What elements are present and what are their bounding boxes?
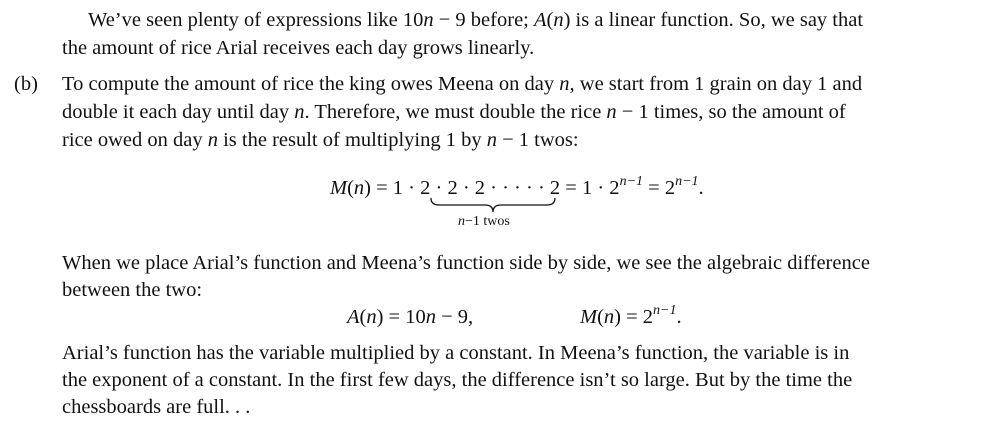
var-M: M bbox=[330, 177, 348, 199]
item-b-line-3 bbox=[62, 130, 579, 151]
equation-a bbox=[347, 307, 473, 328]
var-n: n bbox=[423, 9, 434, 31]
para-a-line-2: the amount of rice Arial receives each day grows linearly. bbox=[62, 37, 535, 59]
var-n: n bbox=[425, 306, 436, 328]
text-run: . Therefore, we must double the rice bbox=[304, 101, 607, 123]
var-n: n bbox=[294, 101, 305, 123]
var-n: n bbox=[366, 306, 377, 328]
text-run: − 9, bbox=[436, 306, 474, 328]
text-run: is the result of multiplying 1 by bbox=[217, 129, 487, 151]
para-final-line-2: the exponent of a constant. In the first few days, the difference isn’t so large. But by the time the bbox=[62, 369, 853, 391]
text-run: double it each day until day bbox=[62, 101, 295, 123]
equation-m-expanded bbox=[330, 174, 704, 199]
var-n: n bbox=[458, 214, 465, 229]
braced-product: 2 · 2 · 2 · · · · · 2 bbox=[420, 177, 561, 199]
var-n: n bbox=[207, 129, 218, 151]
exponent: n−1 bbox=[653, 303, 677, 318]
text-run: , we start from 1 grain on day 1 and bbox=[569, 73, 863, 95]
text-run: To compute the amount of rice the king owes Meena on day bbox=[62, 73, 560, 95]
text-run: ) = 2 bbox=[614, 306, 654, 328]
text-run: − 1 twos: bbox=[497, 129, 579, 151]
para-side-line-2: between the two: bbox=[62, 279, 203, 301]
item-b-line-2 bbox=[62, 102, 846, 123]
var-n: n bbox=[606, 101, 617, 123]
text-run: ( bbox=[546, 9, 554, 31]
text-run: − 9 before; bbox=[433, 9, 534, 31]
equation-m bbox=[580, 303, 682, 328]
text-run: ( bbox=[597, 306, 604, 328]
text-run: − 1 times, so the amount of bbox=[616, 101, 846, 123]
var-n: n bbox=[553, 9, 564, 31]
item-b-line-1 bbox=[62, 74, 862, 95]
text-run: . bbox=[698, 177, 704, 199]
text-run: −1 twos bbox=[465, 214, 510, 229]
text-run: = 1 · 2 bbox=[560, 177, 620, 199]
exponent: n−1 bbox=[619, 174, 644, 189]
var-n: n bbox=[559, 73, 570, 95]
text-run: ) = 1 · bbox=[364, 177, 421, 199]
var-n: n bbox=[603, 306, 615, 328]
item-b-marker: (b) bbox=[14, 73, 38, 95]
text-run: ( bbox=[359, 306, 367, 328]
text-run: ) = 10 bbox=[376, 306, 426, 328]
para-final-line-3: chessboards are full. . . bbox=[62, 396, 251, 418]
para-side-line-1: When we place Arial’s function and Meena’s function side by side, we see the algebraic difference bbox=[62, 252, 870, 274]
underbrace-label bbox=[458, 215, 510, 229]
var-A: A bbox=[533, 9, 547, 31]
para-final-line-1: Arial’s function has the variable multiplied by a constant. In Meena’s function, the variable is in bbox=[62, 342, 850, 364]
text-run: ( bbox=[347, 177, 354, 199]
var-A: A bbox=[347, 306, 360, 328]
text-run: We’ve seen plenty of expressions like 10 bbox=[88, 9, 424, 31]
text-run: . bbox=[676, 306, 682, 328]
underbrace bbox=[430, 197, 556, 213]
text-run: = 2 bbox=[643, 177, 676, 199]
var-n: n bbox=[486, 129, 497, 151]
exponent: n−1 bbox=[675, 174, 699, 189]
text-run: ) is a linear function. So, we say that bbox=[563, 9, 864, 31]
text-run: rice owed on day bbox=[62, 129, 208, 151]
var-M: M bbox=[580, 306, 598, 328]
var-n: n bbox=[353, 177, 365, 199]
para-a-line-1 bbox=[88, 10, 863, 31]
